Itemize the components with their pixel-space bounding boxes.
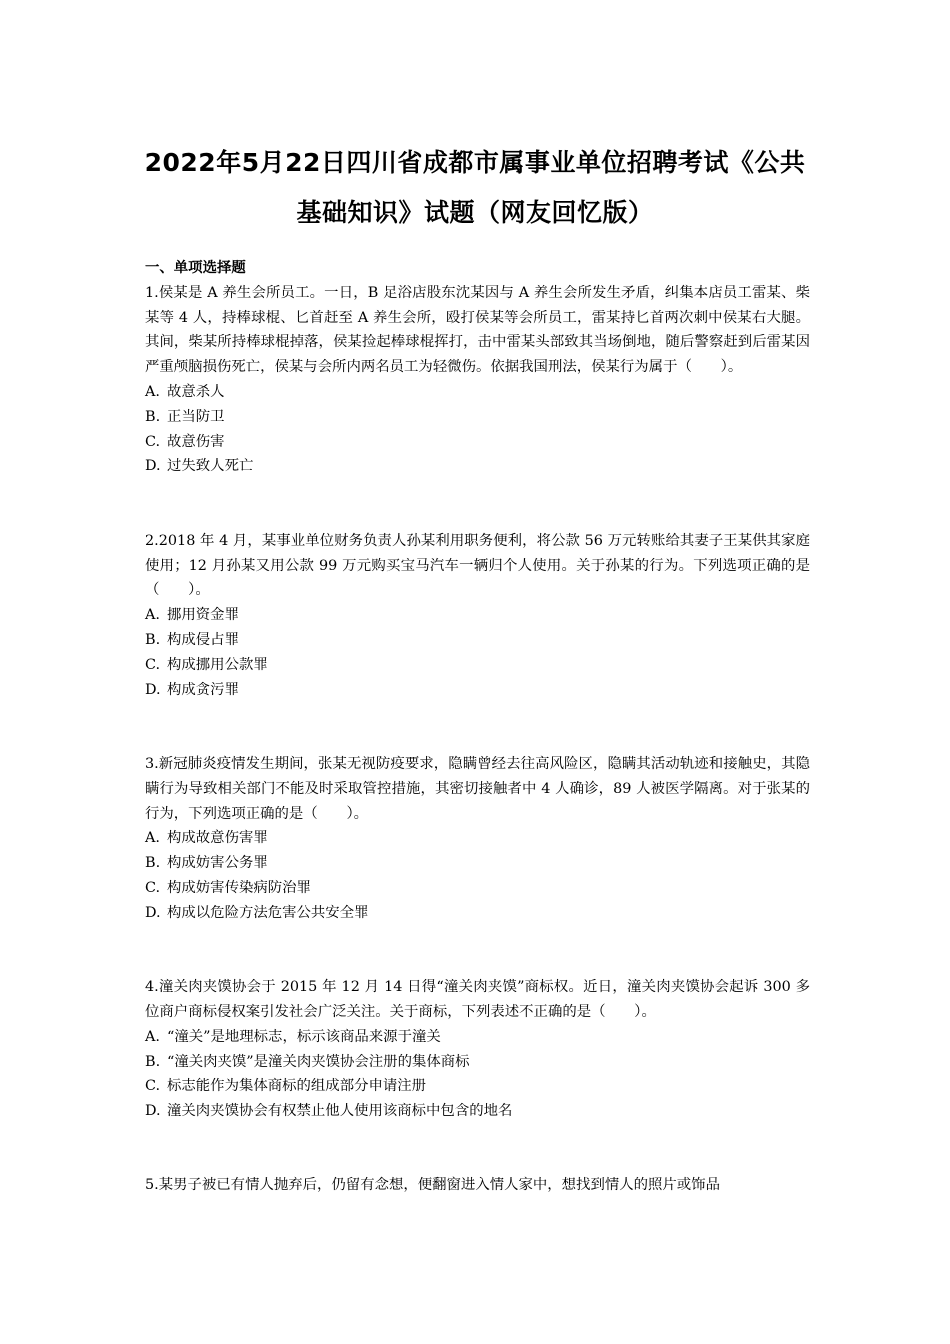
- option-text: 构成妨害公务罪: [167, 855, 268, 872]
- option-c: [145, 1074, 810, 1099]
- option-letter: A.: [145, 830, 160, 847]
- option-text: 过失致人死亡: [167, 458, 254, 475]
- option-letter: C.: [145, 1078, 161, 1095]
- option-c: [145, 876, 810, 901]
- question-5: [145, 1173, 810, 1198]
- question-stem: 3.新冠肺炎疫情发生期间，张某无视防疫要求，隐瞒曾经去往高风险区，隐瞒其活动轨迹和接触史，其隐瞒行为导致相关部门不能及时采取管控措施，其密切接触者中 4 人确诊，89 人被医学隔离。对于张某的行为，下列选项正确的是（ ）。: [145, 755, 810, 822]
- option-letter: D.: [145, 904, 161, 921]
- question-3: [145, 752, 810, 926]
- option-letter: D.: [145, 458, 161, 475]
- option-text: 构成故意伤害罪: [167, 830, 268, 847]
- question-1: [145, 281, 810, 479]
- option-text: 故意伤害: [167, 433, 225, 450]
- option-letter: D.: [145, 1103, 161, 1120]
- option-letter: B.: [145, 855, 161, 872]
- document-title: [120, 138, 830, 238]
- question-stem: 1.侯某是 A 养生会所员工。一日，B 足浴店股东沈某因与 A 养生会所发生矛盾，纠集本店员工雷某、柴某等 4 人，持棒球棍、匕首赶至 A 养生会所，殴打侯某等会所员工，雷某持匕首两次刺中侯某右大腿。其间，柴某所持棒球棍掉落，侯某捡起棒球棍挥打，击中雷某头部致其当场倒地，随后警察赶到后雷某因严重颅脑损伤死亡，侯某与会所内两名员工为轻微伤。依据我国刑法，侯某行为属于（ ）。: [145, 284, 810, 376]
- option-d: [145, 901, 810, 926]
- option-b: [145, 851, 810, 876]
- option-a: [145, 380, 810, 405]
- option-letter: A.: [145, 607, 160, 624]
- option-text: 挪用资金罪: [167, 607, 239, 624]
- option-text: 构成妨害传染病防治罪: [167, 879, 311, 896]
- option-b: [145, 628, 810, 653]
- option-text: 故意杀人: [167, 383, 225, 400]
- option-letter: B.: [145, 1053, 161, 1070]
- option-letter: A.: [145, 383, 160, 400]
- option-list: [145, 826, 810, 925]
- option-list: [145, 1025, 810, 1124]
- option-list: [145, 603, 810, 702]
- option-text: 潼关肉夹馍协会有权禁止他人使用该商标中包含的地名: [167, 1103, 513, 1120]
- option-c: [145, 653, 810, 678]
- option-letter: D.: [145, 681, 161, 698]
- option-letter: B.: [145, 408, 161, 425]
- option-letter: C.: [145, 879, 161, 896]
- option-d: [145, 678, 810, 703]
- option-text: 标志能作为集体商标的组成部分申请注册: [167, 1078, 427, 1095]
- option-letter: B.: [145, 631, 161, 648]
- option-d: [145, 454, 810, 479]
- option-b: [145, 1050, 810, 1075]
- title-line-2: 基础知识》试题（网友回忆版）: [296, 198, 654, 227]
- option-c: [145, 430, 810, 455]
- option-letter: C.: [145, 433, 161, 450]
- option-text: “潼关肉夹馍”是潼关肉夹馍协会注册的集体商标: [167, 1053, 470, 1070]
- option-text: 构成挪用公款罪: [167, 656, 268, 673]
- option-d: [145, 1099, 810, 1124]
- question-stem: 5.某男子被已有情人抛弃后，仍留有念想，便翻窗进入情人家中，想找到情人的照片或饰品: [145, 1177, 720, 1194]
- document-body: [145, 256, 810, 1198]
- option-b: [145, 405, 810, 430]
- option-a: [145, 1025, 810, 1050]
- spacer: [145, 702, 810, 752]
- spacer: [145, 1124, 810, 1174]
- question-4: [145, 975, 810, 1124]
- option-text: 构成贪污罪: [167, 681, 239, 698]
- option-letter: A.: [145, 1028, 160, 1045]
- option-text: 构成侵占罪: [167, 631, 239, 648]
- option-a: [145, 603, 810, 628]
- option-text: “潼关”是地理标志，标示该商品来源于潼关: [167, 1028, 441, 1045]
- question-2: [145, 529, 810, 703]
- spacer: [145, 479, 810, 529]
- option-text: 构成以危险方法危害公共安全罪: [167, 904, 369, 921]
- option-letter: C.: [145, 656, 161, 673]
- option-list: [145, 380, 810, 479]
- spacer: [145, 926, 810, 976]
- question-stem: 2.2018 年 4 月，某事业单位财务负责人孙某利用职务便利，将公款 56 万元转账给其妻子王某供其家庭使用；12 月孙某又用公款 99 万元购买宝马汽车一辆归个人使用。关于孙某的行为。下列选项正确的是（ ）。: [145, 532, 810, 599]
- option-text: 正当防卫: [167, 408, 225, 425]
- title-line-1: 2022年5月22日四川省成都市属事业单位招聘考试《公共: [144, 148, 806, 177]
- section-heading: 一、单项选择题: [145, 260, 246, 276]
- option-a: [145, 826, 810, 851]
- question-stem: 4.潼关肉夹馍协会于 2015 年 12 月 14 日得“潼关肉夹馍”商标权。近日，潼关肉夹馍协会起诉 300 多位商户商标侵权案引发社会广泛关注。关于商标，下列表述不正确的是（ ）。: [145, 979, 810, 1020]
